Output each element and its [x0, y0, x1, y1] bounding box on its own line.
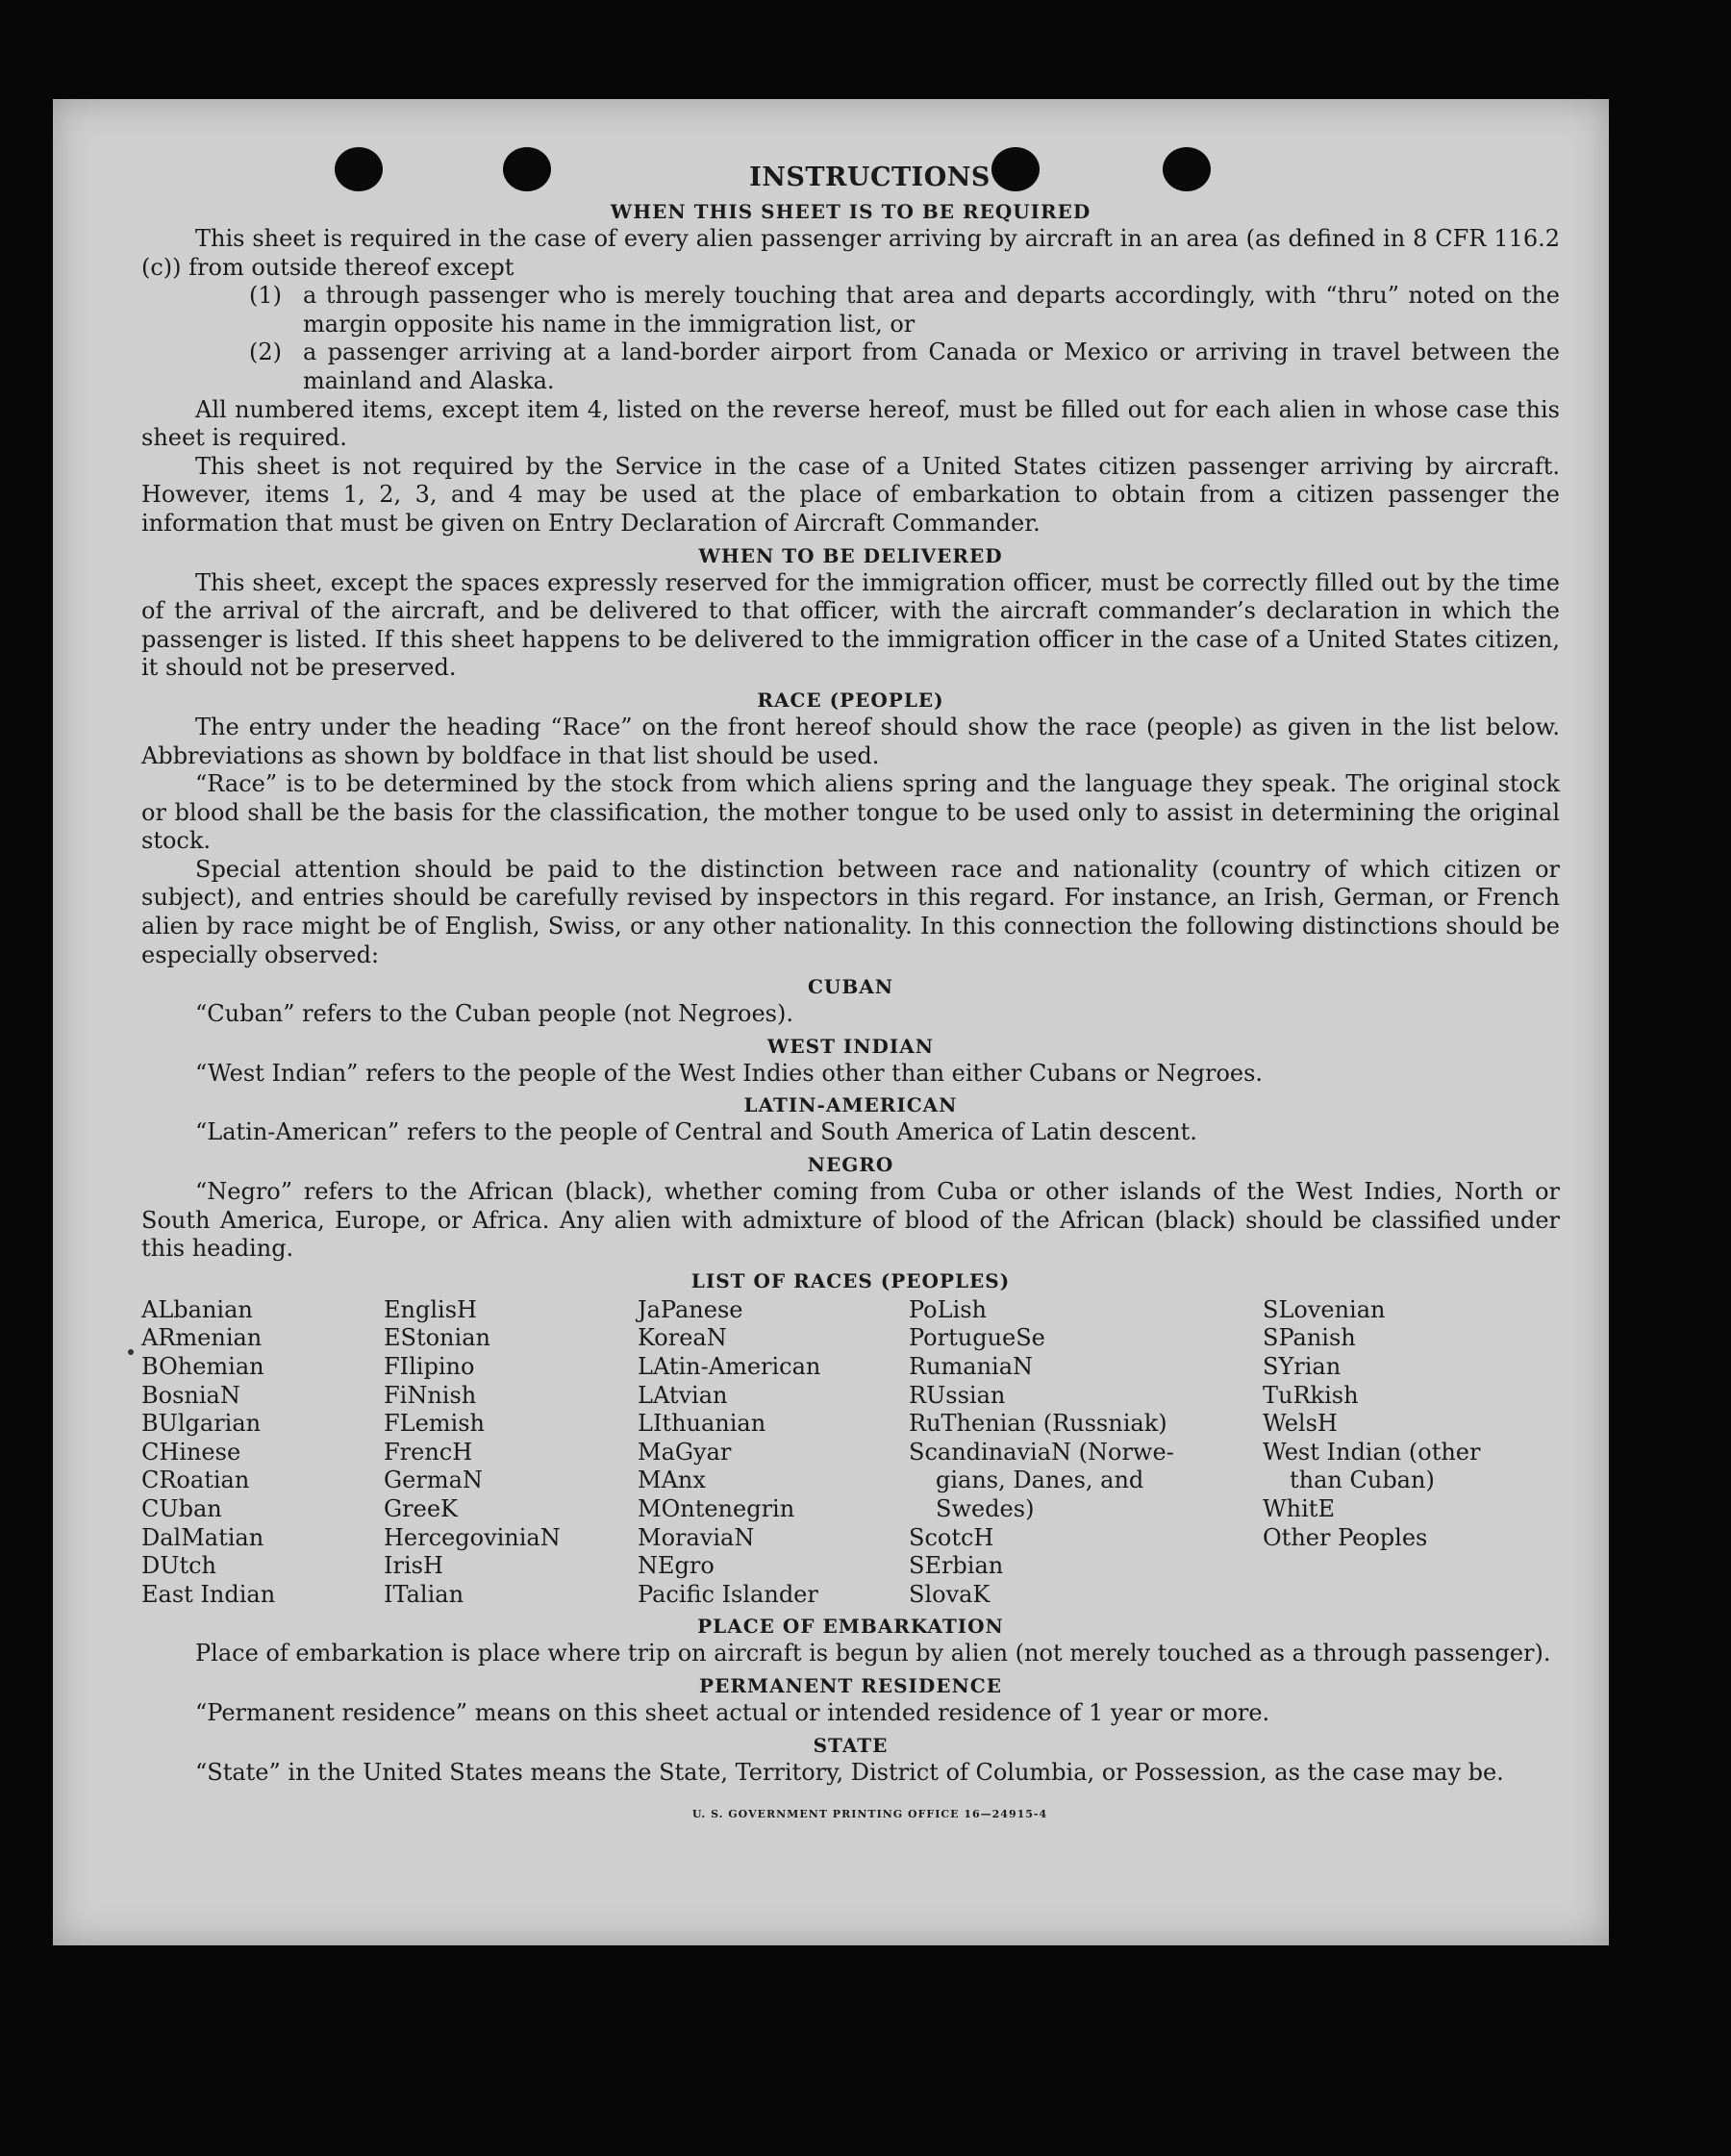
latin-american-text: “Latin-American” refers to the people of Central and South America of Latin descent.	[195, 1118, 1197, 1146]
race-entry: WhitE	[1263, 1494, 1335, 1522]
race-entry: SErbian	[909, 1552, 1004, 1580]
race-para-2: “Race” is to be determined by the stock from which aliens spring and the language they speak. The original stock or blood shall be the basis for the classification, the mother tongue to be used only to assist in determining the original stock.	[141, 770, 1560, 855]
race-entry: SPanish	[1263, 1324, 1356, 1352]
heading-cuban: CUBAN	[807, 975, 894, 999]
heading-embarkation: PLACE OF EMBARKATION	[697, 1615, 1004, 1639]
race-entry: RUssian	[909, 1381, 1006, 1409]
printer-imprint: U. S. GOVERNMENT PRINTING OFFICE 16—24915-4	[691, 1808, 1048, 1821]
race-entry: MAnx	[638, 1467, 706, 1494]
race-entry: NEgro	[638, 1552, 715, 1580]
heading-latin-american: LATIN-AMERICAN	[743, 1093, 958, 1117]
exception-text: a through passenger who is merely touching that area and departs accordingly, with “thru” noted on the margin opposite his name in the immigration list, or	[303, 282, 1560, 338]
document-sheet	[53, 99, 1609, 1945]
required-numbered-items: All numbered items, except item 4, listed on the reverse hereof, must be filled out for each alien in whose case this sheet is required.	[141, 395, 1560, 452]
heading-races-list: LIST OF RACES (PEOPLES)	[690, 1268, 1011, 1292]
race-entry: BosniaN	[141, 1381, 240, 1409]
west-indian-text: “West Indian” refers to the people of the West Indies other than either Cubans or Negroes.	[195, 1059, 1264, 1087]
race-entry: TuRkish	[1263, 1381, 1359, 1409]
page-title: INSTRUCTIONS	[749, 163, 991, 192]
race-entry: CHinese	[141, 1438, 241, 1466]
race-entry: LIthuanian	[638, 1410, 766, 1438]
race-entry: WelsH	[1263, 1410, 1338, 1438]
race-entry: PortugueSe	[909, 1324, 1045, 1352]
delivered-text: This sheet, except the spaces expressly reserved for the immigration officer, must be correctly filled out by the time of the arrival of the aircraft, and be delivered to that officer, with the aircraft commander’s declaration in which the passenger is listed. If this sheet happens to be delivered to the immigration officer in the case of a United States citizen, it should not be preserved.	[141, 568, 1560, 682]
race-entry: SLovenian	[1263, 1295, 1386, 1323]
race-entry: EnglisH	[384, 1295, 477, 1323]
required-intro: This sheet is required in the case of every alien passenger arriving by aircraft in an area (as defined in 8 CFR 116.2 (c)) from outside thereof except	[141, 225, 1560, 281]
races-column-5	[1263, 1296, 1551, 1610]
race-entry: GreeK	[384, 1494, 458, 1522]
races-list	[141, 1296, 1560, 1610]
races-column-4	[909, 1296, 1263, 1610]
race-entry: East Indian	[141, 1580, 276, 1608]
race-entry: SYrian	[1263, 1353, 1342, 1380]
race-entry: BUlgarian	[141, 1410, 262, 1438]
exception-number: (2)	[249, 338, 282, 366]
heading-negro: NEGRO	[807, 1153, 894, 1177]
race-entry: BOhemian	[141, 1353, 264, 1380]
race-entry: DUtch	[141, 1552, 217, 1580]
race-entry: PoLish	[909, 1295, 988, 1323]
heading-required: WHEN THIS SHEET IS TO BE REQUIRED	[610, 200, 1091, 223]
heading-west-indian: WEST INDIAN	[766, 1034, 935, 1058]
embarkation-text: Place of embarkation is place where trip on aircraft is begun by alien (not merely touched as a through passenger).	[195, 1640, 1551, 1667]
race-entry: Swedes)	[936, 1494, 1035, 1522]
heading-delivered: WHEN TO BE DELIVERED	[698, 543, 1003, 567]
required-citizen-note: This sheet is not required by the Service in the case of a United States citizen passenger arriving by aircraft. However, items 1, 2, 3, and 4 may be used at the place of embarkation to obtain from a citizen passenger the information that must be given on Entry Declaration of Aircraft Commander.	[141, 452, 1560, 537]
ink-smudge	[128, 1349, 134, 1355]
race-entry: CUban	[141, 1494, 222, 1522]
race-entry: RumaniaN	[909, 1353, 1034, 1380]
race-entry: FLemish	[384, 1410, 485, 1438]
exception-item-1	[141, 282, 1560, 338]
race-entry: gians, Danes, and	[936, 1467, 1144, 1494]
races-column-3	[638, 1296, 909, 1610]
race-entry: LAtin-American	[638, 1353, 821, 1380]
races-column-1	[141, 1296, 384, 1610]
race-entry: RuThenian (Russniak)	[909, 1410, 1167, 1438]
race-entry: than Cuban)	[1290, 1467, 1435, 1494]
state-text: “State” in the United States means the State, Territory, District of Columbia, or Possession, as the case may be.	[195, 1758, 1504, 1786]
heading-state: STATE	[813, 1733, 889, 1757]
race-entry: Other Peoples	[1263, 1523, 1428, 1551]
instructions-body	[141, 162, 1560, 1829]
cuban-text: “Cuban” refers to the Cuban people (not Negroes).	[195, 1000, 793, 1028]
race-entry: FrencH	[384, 1438, 473, 1466]
race-entry: MoraviaN	[638, 1523, 755, 1551]
race-entry: ScandinaviaN (Norwe-	[909, 1438, 1174, 1466]
race-entry: DalMatian	[141, 1523, 264, 1551]
exception-item-2	[141, 338, 1560, 395]
race-entry: ScotcH	[909, 1523, 994, 1551]
race-entry: SlovaK	[909, 1580, 991, 1608]
heading-race: RACE (PEOPLE)	[757, 688, 944, 712]
race-entry: EStonian	[384, 1324, 490, 1352]
race-entry: ARmenian	[141, 1324, 263, 1352]
race-entry: FiNnish	[384, 1381, 477, 1409]
race-entry: West Indian (other	[1263, 1438, 1481, 1466]
race-entry: LAtvian	[638, 1381, 728, 1409]
exception-number: (1)	[249, 282, 282, 310]
races-column-2	[384, 1296, 638, 1610]
race-entry: GermaN	[384, 1467, 483, 1494]
race-entry: IrisH	[384, 1552, 443, 1580]
race-entry: ALbanian	[141, 1295, 253, 1323]
heading-residence: PERMANENT RESIDENCE	[699, 1673, 1002, 1697]
race-entry: MOntenegrin	[638, 1494, 795, 1522]
race-para-3: Special attention should be paid to the distinction between race and nationality (country of which citizen or subject), and entries should be carefully revised by inspectors in this regard. For instance, an Irish, German, or French alien by race might be of English, Swiss, or any other nationality. In this connection the following distinctions should be especially observed:	[141, 855, 1560, 968]
race-entry: JaPanese	[638, 1295, 743, 1323]
race-entry: ITalian	[384, 1580, 464, 1608]
race-entry: CRoatian	[141, 1467, 250, 1494]
race-entry: Pacific Islander	[638, 1580, 818, 1608]
race-entry: FIlipino	[384, 1353, 475, 1380]
exception-text: a passenger arriving at a land-border airport from Canada or Mexico or arriving in travel between the mainland and Alaska.	[303, 338, 1560, 394]
race-entry: KoreaN	[638, 1324, 727, 1352]
race-entry: MaGyar	[638, 1438, 732, 1466]
race-entry: HercegoviniaN	[384, 1523, 561, 1551]
negro-text: “Negro” refers to the African (black), whether coming from Cuba or other islands of the West Indies, North or South America, Europe, or Africa. Any alien with admixture of blood of the African (black) should be classified under this heading.	[141, 1178, 1560, 1263]
race-para-1: The entry under the heading “Race” on the front hereof should show the race (people) as given in the list below. Abbreviations as shown by boldface in that list should be used.	[141, 713, 1560, 769]
residence-text: “Permanent residence” means on this sheet actual or intended residence of 1 year or more.	[195, 1698, 1270, 1726]
